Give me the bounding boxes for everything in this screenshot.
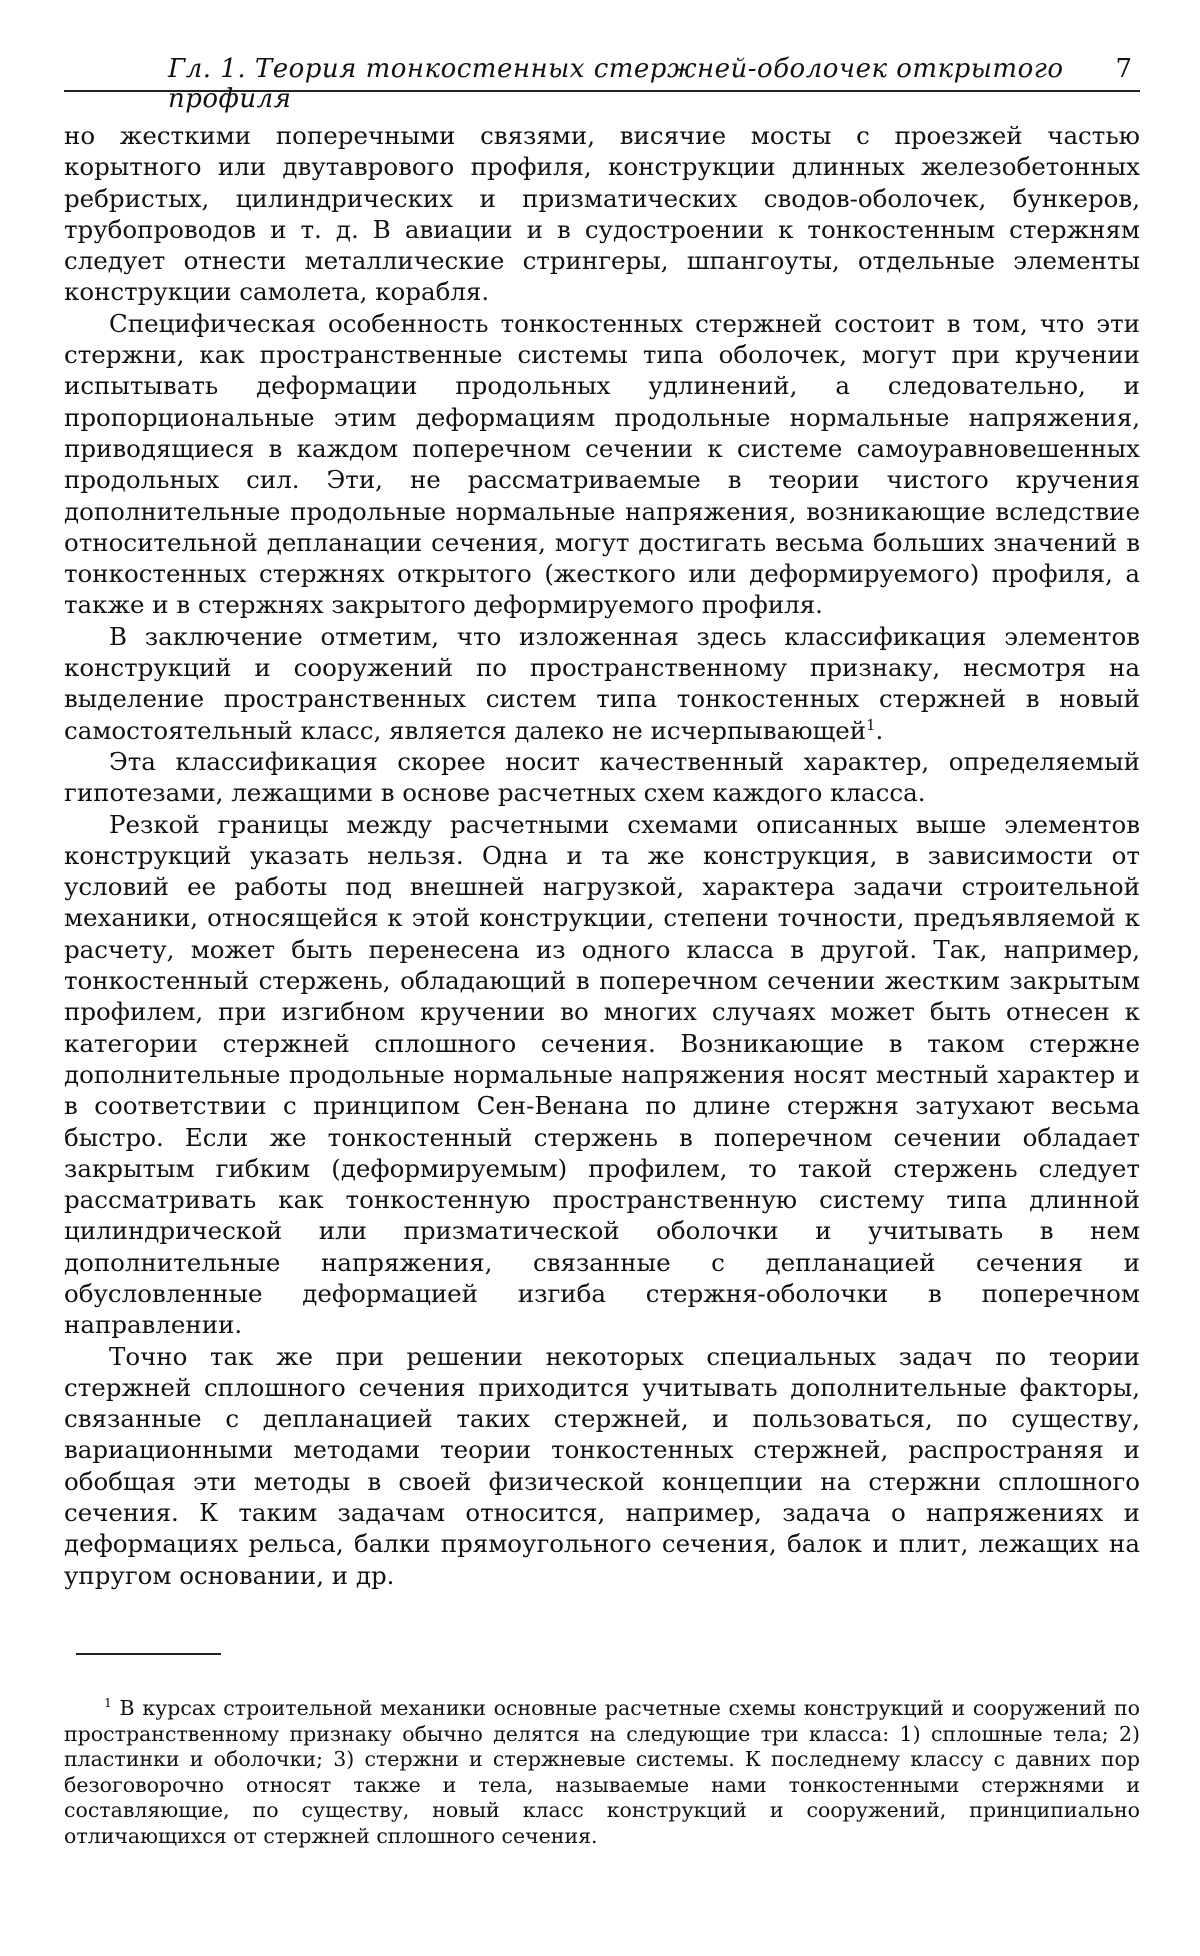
paragraph-4: Эта классификация скорее носит качественный характер, определяемый гипотезами, лежащими в основе расчетных схем каждого класса. (64, 746, 1140, 808)
paragraph-2: Специфическая особенность тонкостенных стержней состоит в том, что эти стержни, как пространственные системы типа оболочек, могут при кручении испытывать деформации продольных удлинений, а следовательно, и пропорциональные этим деформациям продольные нормальные напряжения, приводящиеся в каждом поперечном сечении к системе самоуравновешенных продольных сил. Эти, не рассматриваемые в теории чистого кручения дополнительные продольные нормальные напряжения, возникающие вследствие относительной депланации сечения, могут достигать весьма больших значений в тонкостенных стержнях открытого (жесткого или деформируемого) профиля, а также и в стержнях закрытого деформируемого профиля. (64, 308, 1140, 620)
footnote-divider (76, 1653, 221, 1655)
paragraph-1: но жесткими поперечными связями, висячие мосты с проезжей частью корытного или двутаврового профиля, конструкции длинных железобетонных ребристых, цилиндрических и призматических сводов-оболочек, бункеров, трубопроводов и т. д. В авиации и в судостроении к тонкостенным стержням следует отнести металлические стрингеры, шпангоуты, отдельные элементы конструкции самолета, корабля. (64, 121, 1140, 307)
paragraph-3-tail: . (875, 715, 884, 745)
footnote (64, 1696, 1140, 1849)
paragraph-3-text: В заключение отметим, что изложенная здесь классификация элементов конструкций и сооружений по пространственному признаку, несмотря на выделение пространственных систем типа тонкостенных стержней в новый самостоятельный класс, является далеко не исчерпывающей (64, 621, 1140, 745)
paragraph-3 (64, 621, 1140, 746)
running-title: Гл. 1. Теория тонкостенных стержней-оболочек открытого профиля (168, 54, 1064, 114)
paragraph-5: Резкой границы между расчетными схемами описанных выше элементов конструкций указать нельзя. Одна и та же конструкция, в зависимости от условий ее работы под внешней нагрузкой, характера задачи строительной механики, относящейся к этой конструкции, степени точности, предъявляемой к расчету, может быть перенесена из одного класса в другой. Так, например, тонкостенный стержень, обладающий в поперечном сечении жестким закрытым профилем, при изгибном кручении во многих случаях может быть отнесен к категории стержней сплошного сечения. Возникающие в таком стержне дополнительные продольные нормальные напряжения носят местный характер и в соответствии с принципом Сен-Венана по длине стержня затухают весьма быстро. Если же тонкостенный стержень в поперечном сечении обладает закрытым гибким (деформируемым) профилем, то такой стержень следует рассматривать как тонкостенную пространственную систему типа длинной цилиндрической или призматической оболочки и учитывать в нем дополнительные напряжения, связанные с депланацией сечения и обусловленные деформацией изгиба стержня-оболочки в поперечном направлении. (64, 809, 1140, 1340)
footnote-ref[interactable]: 1 (866, 716, 876, 734)
running-header (64, 50, 1140, 114)
page-number: 7 (1115, 54, 1132, 84)
footnote-marker: 1 (104, 1696, 112, 1711)
footnote-text: В курсах строительной механики основные расчетные схемы конструкций и сооружений по пространственному признаку обычно делятся на следующие три класса: 1) сплошные тела; 2) пластинки и оболочки; 3) стержни и стержневые системы. К последнему классу с давних пор безоговорочно относят также и тела, называемые нами тонкостенными стержнями и составляющие, по существу, новый класс конструкций и сооружений, принципиально отличающихся от стержней сплошного сечения. (64, 1696, 1140, 1848)
paragraph-6: Точно так же при решении некоторых специальных задач по теории стержней сплошного сечения приходится учитывать дополнительные факторы, связанные с депланацией таких стержней, и пользоваться, по существу, вариационными методами теории тонкостенных стержней, распространяя и обобщая эти методы в своей физической концепции на стержни сплошного сечения. К таким задачам относится, например, задача о напряжениях и деформациях рельса, балки прямоугольного сечения, балок и плит, лежащих на упругом основании, и др. (64, 1341, 1140, 1590)
main-text (64, 120, 1140, 1591)
